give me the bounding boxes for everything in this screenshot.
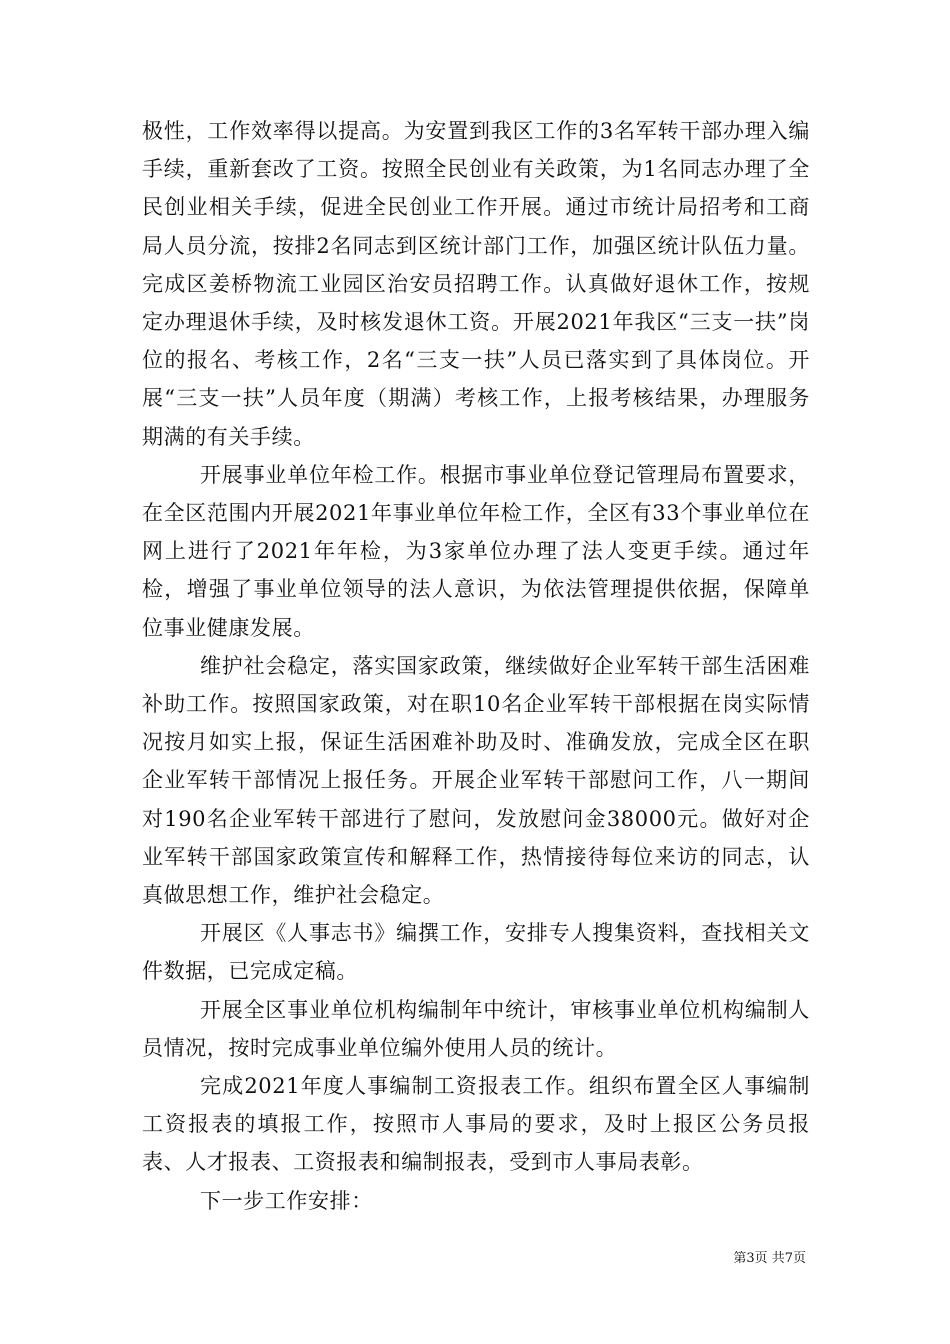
document-body: [142, 112, 810, 1220]
paragraph-next-steps-heading: 下一步工作安排：: [200, 1188, 373, 1213]
paragraph-staffing-statistics: 开展全区事业单位机构编制年中统计，审核事业单位机构编制人员情况，按时完成事业单位编外使用人员的统计。: [142, 997, 810, 1060]
paragraph-salary-reports: 完成2021年度人事编制工资报表工作。组织布置全区人事编制工资报表的填报工作，按照市人事局的要求，及时上报区公务员报表、人才报表、工资报表和编制报表，受到市人事局表彰。: [142, 1074, 810, 1175]
paragraph-social-stability: 维护社会稳定，落实国家政策，继续做好企业军转干部生活困难补助工作。按照国家政策，对在职10名企业军转干部根据在岗实际情况按月如实上报，保证生活困难补助及时、准确发放，完成全区在职企业军转干部情况上报任务。开展企业军转干部慰问工作，八一期间对190名企业军转干部进行了慰问，发放慰问金38000元。做好对企业军转干部国家政策宣传和解释工作，热情接待每位来访的同志，认真做思想工作，维护社会稳定。: [142, 653, 810, 908]
page-number: 第3页 共7页: [733, 1251, 806, 1266]
paragraph-annual-inspection: 开展事业单位年检工作。根据市事业单位登记管理局布置要求，在全区范围内开展2021年事业单位年检工作，全区有33个事业单位在网上进行了2021年年检，为3家单位办理了法人变更手续。通过年检，增强了事业单位领导的法人意识，为依法管理提供依据，保障单位事业健康发展。: [142, 462, 810, 640]
paragraph-personnel-records: 开展区《人事志书》编撰工作，安排专人搜集资料，查找相关文件数据，已完成定稿。: [142, 921, 810, 984]
paragraph-continuation: 极性，工作效率得以提高。为安置到我区工作的3名军转干部办理入编手续，重新套改了工资。按照全民创业有关政策，为1名同志办理了全民创业相关手续，促进全民创业工作开展。通过市统计局招考和工商局人员分流，按排2名同志到区统计部门工作，加强区统计队伍力量。完成区姜桥物流工业园区治安员招聘工作。认真做好退休工作，按规定办理退休手续，及时核发退休工资。开展2021年我区“三支一扶”岗位的报名、考核工作，2名“三支一扶”人员已落实到了具体岗位。开展“三支一扶”人员年度（期满）考核工作，上报考核结果，办理服务期满的有关手续。: [142, 119, 810, 449]
